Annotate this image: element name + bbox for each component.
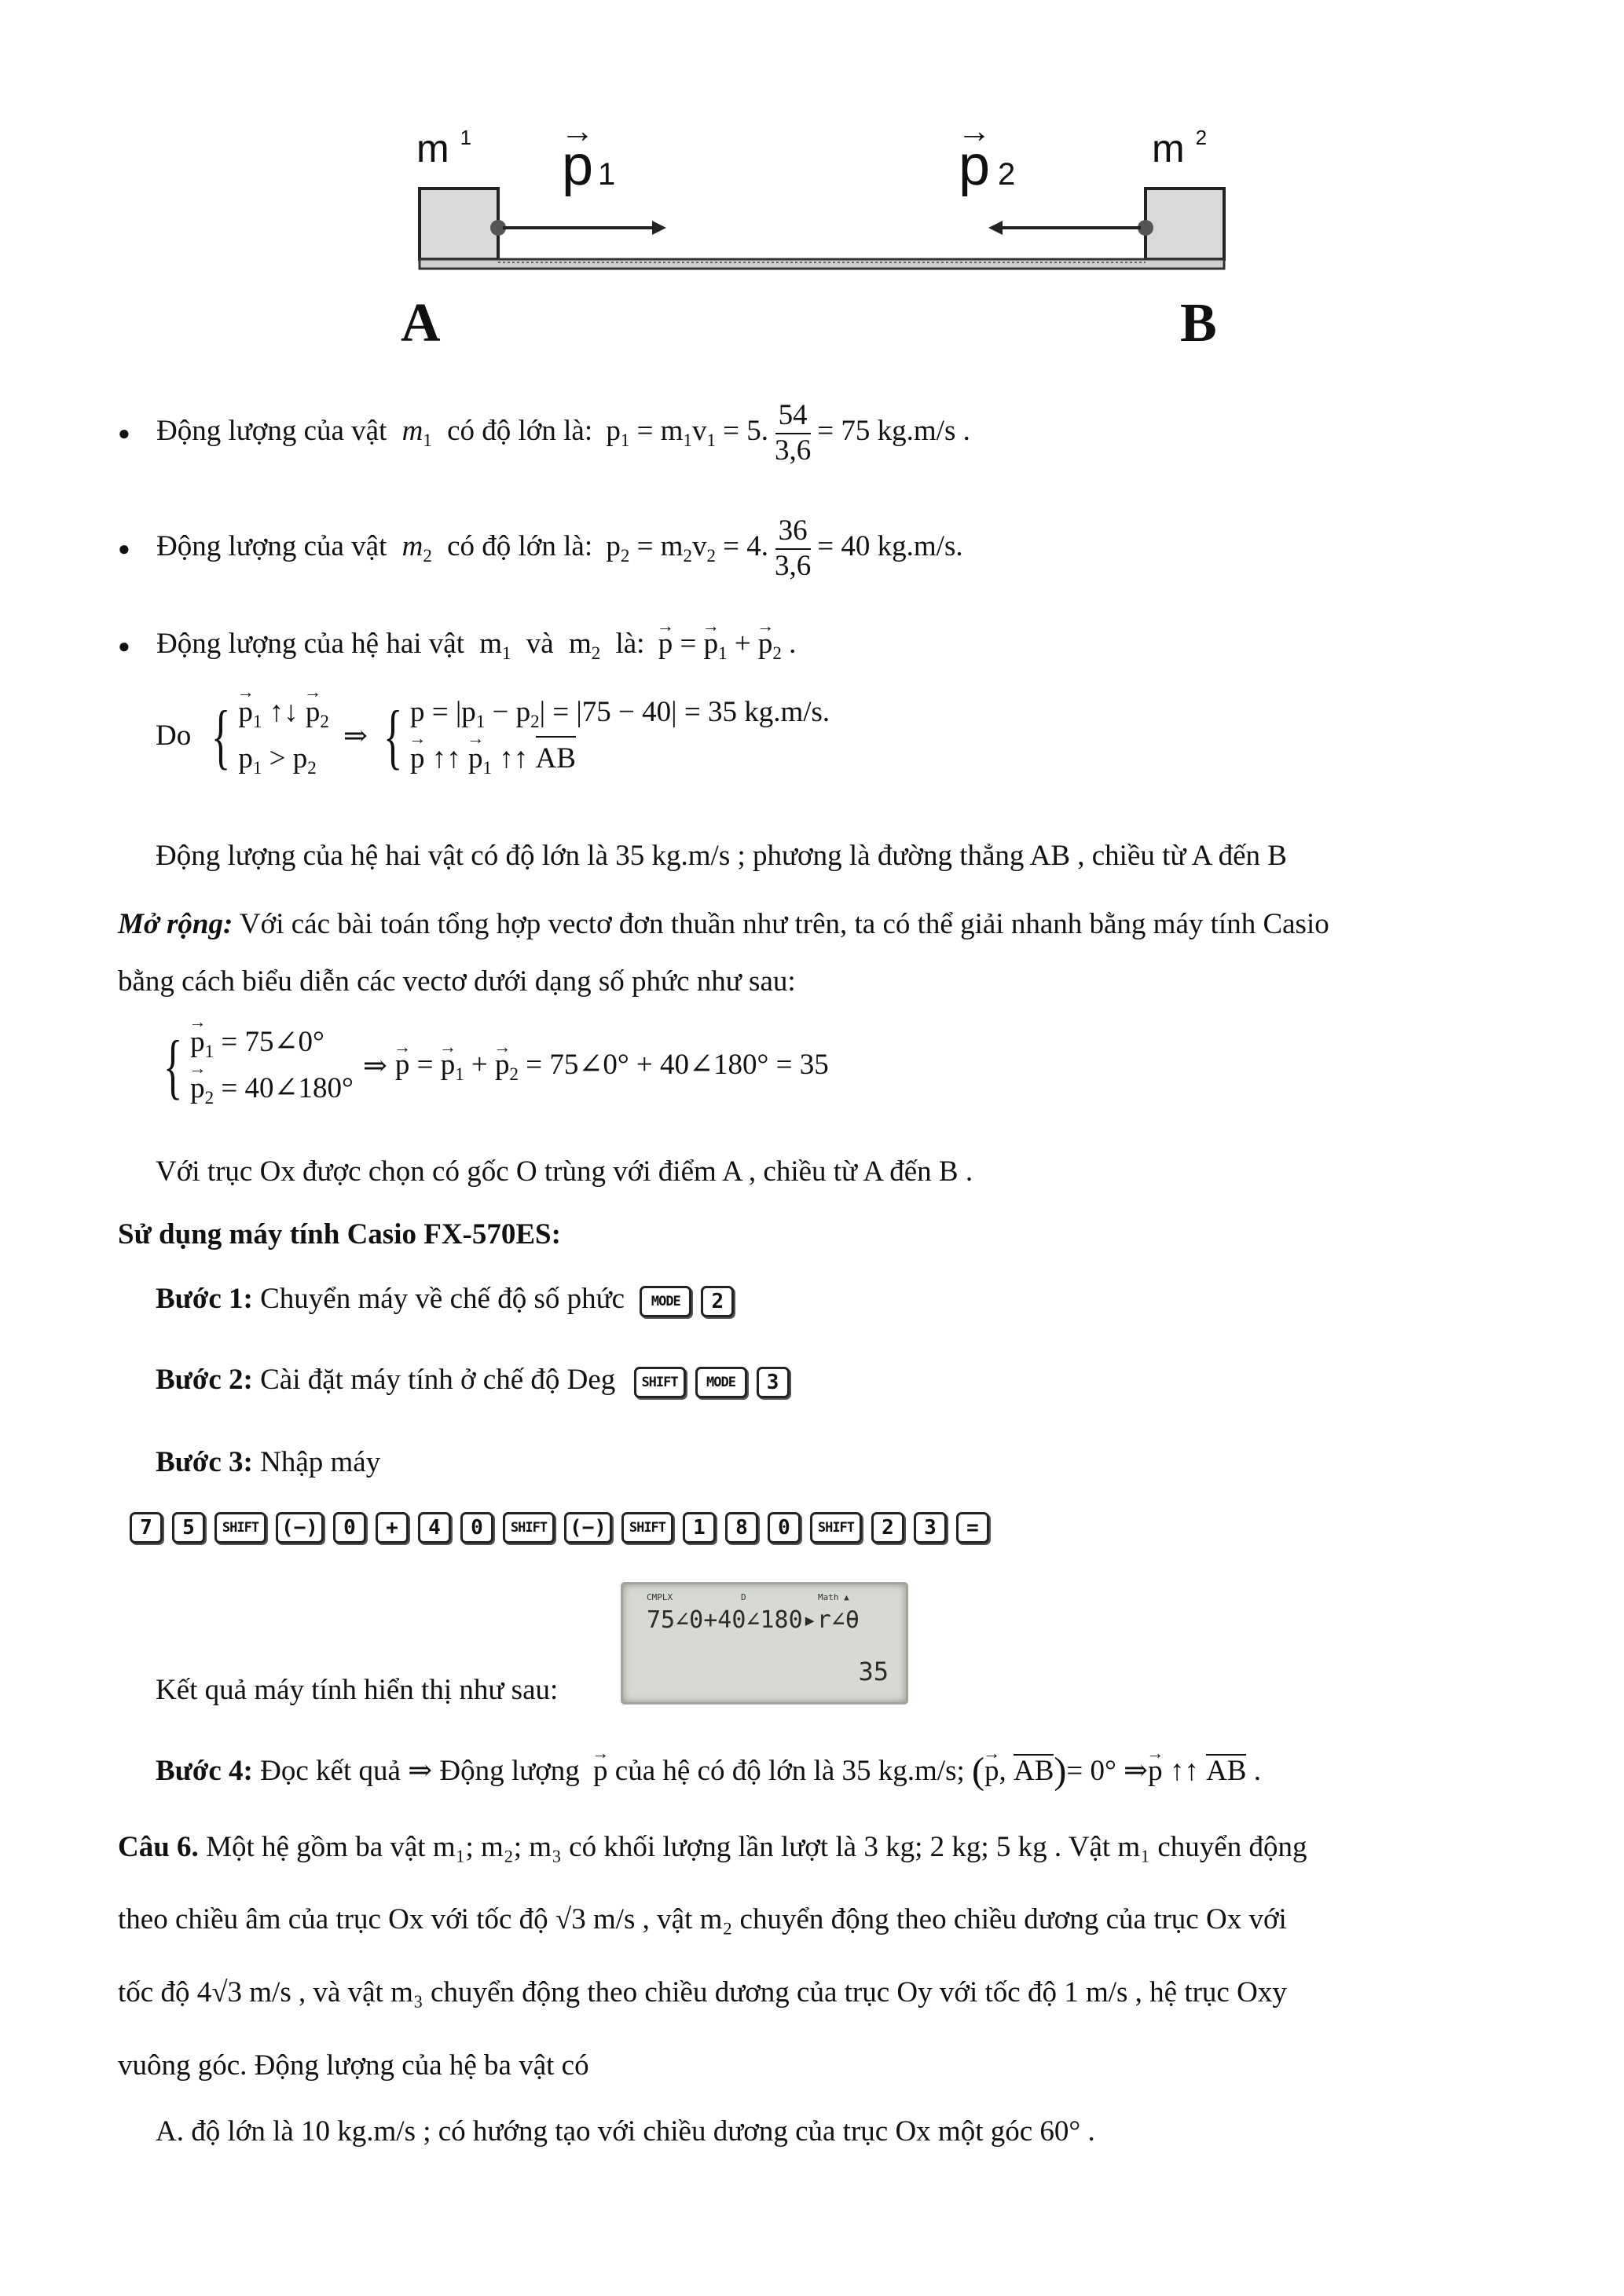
- casio-heading: Sử dụng máy tính Casio FX-570ES:: [118, 1218, 561, 1251]
- question-6-line-4: vuông góc. Động lượng của hệ ba vật có: [118, 2049, 589, 2082]
- lcd-expression: 75∠0+40∠180▸r∠θ: [647, 1606, 860, 1634]
- fraction-36-3.6: $\frac{36}{3,6}$: [775, 514, 812, 582]
- key-plus[interactable]: +: [376, 1512, 409, 1543]
- bullet-icon: ●: [118, 634, 130, 657]
- block-m1: [420, 189, 498, 259]
- key-0[interactable]: 0: [333, 1512, 366, 1543]
- block-m2: [1146, 189, 1224, 259]
- key-shift[interactable]: SHIFT: [214, 1512, 266, 1543]
- figure-point-b: B: [1180, 293, 1217, 353]
- complex-number-system: { → $p_1$ = 75∠0° → $p_2$ = 40∠180° ⇒ → p = → $p_1$ + → $p_2$ = 75∠0° + 40∠180° = 35: [156, 1020, 829, 1111]
- question-6-line-3: tốc độ 4√3 m/s , và vật m₃ chuyển động theo chiều dương của trục Oy với tốc độ 1 m/s , hệ trục Oxy: [118, 1976, 1287, 2009]
- do-system-block: Do { → $p_1$ ↑↓ → $p_2$ $p_1 > p_2$ ⇒ { $p = |p_1 - p_2| = |75 - 40| = 35$ kg.m/s. → p ↑↑ → $p_1$ ↑↑ AB: [156, 690, 830, 782]
- bullet-icon: ●: [118, 421, 130, 445]
- lcd-indicator-deg: D: [741, 1592, 746, 1602]
- step-3: Bước 3: Nhập máy: [156, 1446, 381, 1478]
- key-negative[interactable]: (−): [276, 1512, 324, 1543]
- fraction-54-3.6: $\frac{54}{3,6}$: [775, 399, 812, 467]
- axis-note: Với trục Ox được chọn có gốc O trùng với điểm A , chiều từ A đến B .: [156, 1155, 973, 1188]
- key-1[interactable]: 1: [683, 1512, 716, 1543]
- extension-line-2: bằng cách biểu diễn các vectơ dưới dạng số phức như sau:: [118, 965, 796, 998]
- extension-line-1: Mở rộng: Với các bài toán tổng hợp vectơ đơn thuần như trên, ta có thể giải nhanh bằng máy tính Casio: [118, 908, 1329, 940]
- figure-p2-label: → p 2: [959, 134, 1015, 198]
- figure-m2-label: m $^2$: [1152, 126, 1208, 170]
- figure-drawing: [385, 110, 1241, 369]
- key-3[interactable]: 3: [914, 1512, 947, 1543]
- question-6-line-2: theo chiều âm của trục Ox với tốc độ √3 m/s , vật m₂ chuyển động theo chiều dương của trục Ox với: [118, 1903, 1287, 1935]
- key-2[interactable]: 2: [871, 1512, 904, 1543]
- step-4: Bước 4: Đọc kết quả ⇒ Động lượng → p của hệ có độ lớn là 35 kg.m/s; (→ p, AB)= 0° ⇒→ p ↑↑ AB .: [156, 1749, 1261, 1792]
- key-0[interactable]: 0: [460, 1512, 493, 1543]
- bullet-momentum-m2: ● Động lượng của vật $m_2$ có độ lớn là: $p_2 = m_2v_2 = 4$. $\frac{36}{3,6}$ = 40 kg.m/s.: [118, 514, 963, 582]
- key-4[interactable]: 4: [418, 1512, 451, 1543]
- key-5[interactable]: 5: [172, 1512, 205, 1543]
- lcd-indicator-math: Math ▲: [818, 1592, 849, 1602]
- key-shift[interactable]: SHIFT: [634, 1367, 686, 1398]
- key-equals[interactable]: =: [956, 1512, 989, 1543]
- key-0[interactable]: 0: [768, 1512, 801, 1543]
- key-8[interactable]: 8: [725, 1512, 758, 1543]
- key-shift[interactable]: SHIFT: [810, 1512, 862, 1543]
- step-2: Bước 2: Cài đặt máy tính ở chế độ Deg SHIFT MODE 3: [156, 1363, 799, 1398]
- key-sequence: [130, 1512, 999, 1543]
- bullet-momentum-system: ● Động lượng của hệ hai vật $m_1$ và $m_2$ là: → p = → $p_1$ + → $p_2$ .: [118, 627, 796, 664]
- result-caption: Kết quả máy tính hiển thị như sau:: [156, 1674, 559, 1706]
- key-7[interactable]: 7: [130, 1512, 163, 1543]
- question-6-option-a[interactable]: A. độ lớn là 10 kg.m/s ; có hướng tạo với chiều dương của trục Ox một góc 60° .: [156, 2115, 1095, 2148]
- key-3[interactable]: 3: [757, 1367, 790, 1398]
- key-negative[interactable]: (−): [564, 1512, 612, 1543]
- lcd-indicator-cmplx: CMPLX: [647, 1592, 673, 1602]
- lcd-result: 35: [858, 1657, 889, 1686]
- key-shift[interactable]: SHIFT: [621, 1512, 673, 1543]
- key-2[interactable]: 2: [701, 1286, 734, 1317]
- step-1: Bước 1: Chuyển máy về chế độ số phức MODE 2: [156, 1282, 743, 1317]
- track: [420, 259, 1224, 269]
- key-shift[interactable]: SHIFT: [503, 1512, 555, 1543]
- conclusion-text: Động lượng của hệ hai vật có độ lớn là 35 kg.m/s ; phương là đường thẳng AB , chiều từ A đến B: [156, 840, 1287, 872]
- question-6-line-1: Câu 6. Một hệ gồm ba vật m₁; m₂; m₃ có khối lượng lần lượt là 3 kg; 2 kg; 5 kg . Vật m₁ chuyển động: [118, 1831, 1307, 1863]
- key-mode[interactable]: MODE: [640, 1286, 691, 1317]
- bullet-icon: ●: [118, 536, 130, 560]
- momentum-figure: [385, 110, 1241, 369]
- figure-point-a: A: [401, 293, 441, 353]
- calculator-display: [621, 1582, 908, 1705]
- figure-m1-label: m $^1$: [416, 126, 472, 170]
- key-mode[interactable]: MODE: [695, 1367, 747, 1398]
- bullet-momentum-m1: ● Động lượng của vật $m_1$ có độ lớn là: $p_1 = m_1v_1 = 5$. $\frac{54}{3,6}$ = 75 kg.m/s .: [118, 399, 970, 467]
- figure-p1-label: → p 1: [562, 134, 615, 198]
